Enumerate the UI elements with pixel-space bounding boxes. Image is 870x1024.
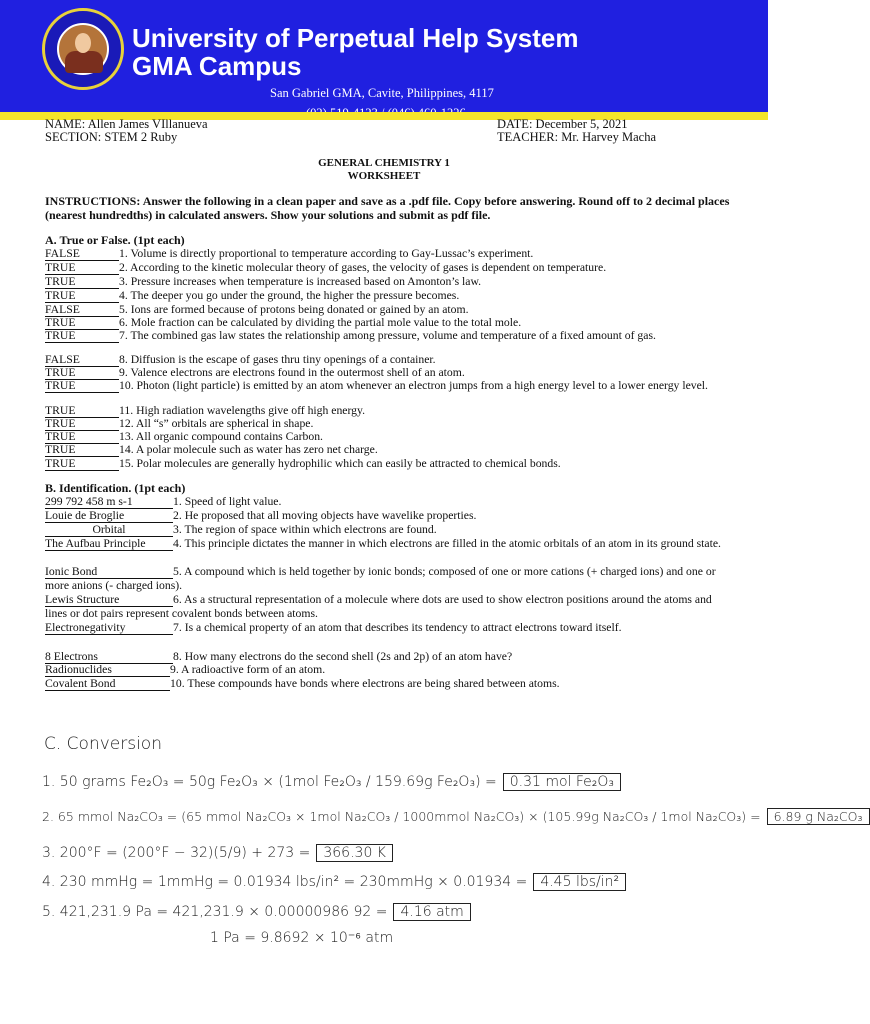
question-text: 3. The region of space within which electrons are found. — [173, 523, 437, 536]
conversion-answer-box: 4.45 lbs/in² — [533, 873, 626, 891]
section-a-item — [45, 261, 735, 275]
question-text: 3. Pressure increases when temperature is increased based on Amonton’s law. — [119, 275, 482, 288]
answer-blank: 299 792 458 m s-1 — [45, 496, 173, 509]
conversion-line — [42, 809, 870, 824]
question-text: 11. High radiation wavelengths give off high energy. — [119, 404, 366, 417]
answer-blank: Radionuclides — [45, 664, 170, 677]
answer-blank: 8 Electrons — [45, 651, 173, 664]
section-a-item — [45, 329, 735, 343]
teacher-name: TEACHER: Mr. Harvey Macha — [497, 130, 656, 144]
conversion-line — [42, 874, 626, 890]
answer-blank: FALSE — [45, 248, 119, 261]
answer-blank: TRUE — [45, 380, 119, 393]
section-a-item — [45, 430, 735, 444]
answer-blank: TRUE — [45, 330, 119, 343]
doc-title: GENERAL CHEMISTRY 1 — [318, 157, 450, 169]
conversion-answer-box: 6.89 g Na₂CO₃ — [767, 808, 870, 825]
question-text: 4. The deeper you go under the ground, the higher the pressure becomes. — [119, 289, 460, 302]
answer-blank: FALSE — [45, 354, 119, 367]
conversion-work: 5. 421,231.9 Pa = 421,231.9 × 0.00000986 92 = — [42, 904, 388, 920]
answer-blank: Lewis Structure — [45, 594, 173, 607]
answer-blank: TRUE — [45, 367, 119, 380]
answer-blank: TRUE — [45, 290, 119, 303]
section-b-item — [45, 523, 735, 537]
school-name: University of Perpetual Help System GMA Campus — [132, 23, 579, 81]
answer-blank: Ionic Bond — [45, 566, 173, 579]
answer-blank: TRUE — [45, 431, 119, 444]
answer-blank: The Aufbau Principle — [45, 538, 173, 551]
question-text: 8. Diffusion is the escape of gases thru tiny openings of a container. — [119, 353, 436, 366]
student-section: SECTION: STEM 2 Ruby — [45, 130, 178, 144]
answer-blank: TRUE — [45, 405, 119, 418]
section-b-item — [45, 565, 735, 593]
answer-blank: Louie de Broglie — [45, 510, 173, 523]
section-a-item — [45, 303, 735, 317]
question-text: 8. How many electrons do the second shell (2s and 2p) of an atom have? — [173, 650, 513, 663]
section-a-item — [45, 247, 735, 261]
question-text: 1. Speed of light value. — [173, 495, 282, 508]
school-seal-icon — [42, 8, 124, 90]
school-phone — [306, 104, 466, 112]
section-a-item — [45, 366, 735, 380]
student-name: NAME: Allen James VIllanueva — [45, 117, 208, 131]
section-b-item — [45, 621, 735, 635]
section-b-item — [45, 509, 735, 523]
question-text: 10. Photon (light particle) is emitted by an atom whenever an electron jumps from a high energy level to a lower energy level. — [119, 379, 708, 392]
section-b-item — [45, 495, 735, 509]
question-text: 14. A polar molecule such as water has zero net charge. — [119, 443, 378, 456]
conversion-line — [42, 774, 621, 790]
answer-blank: Orbital — [45, 524, 173, 537]
instructions: INSTRUCTIONS: Answer the following in a clean paper and save as a .pdf file. Copy before answering. Round off to 2 decimal places (nearest hundredths) in calculated answers. Show your solutions and submit as pdf file. — [45, 194, 730, 222]
section-a-item — [45, 316, 735, 330]
section-b-heading: B. Identification. (1pt each) — [45, 481, 186, 495]
section-c-heading: C. Conversion — [44, 734, 162, 754]
answer-blank: FALSE — [45, 304, 119, 317]
conversion-line — [42, 904, 471, 920]
question-text: 13. All organic compound contains Carbon. — [119, 430, 323, 443]
question-text: 7. Is a chemical property of an atom that describes its tendency to attract electrons toward itself. — [173, 621, 622, 634]
question-text: 10. These compounds have bonds where electrons are being shared between atoms. — [170, 677, 560, 690]
question-text: 2. According to the kinetic molecular theory of gases, the velocity of gases is dependent on temperature. — [119, 261, 607, 274]
conversion-answer-box: 366.30 K — [316, 844, 393, 862]
conversion-work: 2. 65 mmol Na₂CO₃ = (65 mmol Na₂CO₃ × 1mol Na₂CO₃ / 1000mmol Na₂CO₃) × (105.99g Na₂CO₃ / 1mol Na₂CO₃) = — [42, 809, 761, 824]
answer-blank: TRUE — [45, 262, 119, 275]
worksheet-date: DATE: December 5, 2021 — [497, 117, 628, 131]
section-b-item — [45, 593, 735, 621]
section-a-item — [45, 404, 735, 418]
answer-blank: Covalent Bond — [45, 678, 170, 691]
section-a-item — [45, 457, 735, 471]
answer-blank: TRUE — [45, 418, 119, 431]
conversion-work: 1. 50 grams Fe₂O₃ = 50g Fe₂O₃ × (1mol Fe₂O₃ / 159.69g Fe₂O₃) = — [42, 774, 497, 790]
answer-blank: TRUE — [45, 276, 119, 289]
answer-blank: TRUE — [45, 458, 119, 471]
conversion-work: 3. 200°F = (200°F − 32)(5/9) + 273 = — [42, 845, 311, 861]
section-a-item — [45, 353, 735, 367]
section-b-item — [45, 663, 735, 677]
section-b-item — [45, 537, 735, 551]
answer-blank: TRUE — [45, 444, 119, 457]
section-a-item — [45, 275, 735, 289]
question-text: 12. All “s” orbitals are spherical in shape. — [119, 417, 314, 430]
question-text: 9. A radioactive form of an atom. — [170, 663, 326, 676]
question-text: 1. Volume is directly proportional to temperature according to Gay-Lussac’s experiment. — [119, 247, 534, 260]
pa-conversion-note: 1 Pa = 9.8692 × 10⁻⁶ atm — [210, 930, 394, 946]
conversion-line — [42, 845, 393, 861]
question-text: 7. The combined gas law states the relationship among pressure, volume and temperature of a fixed amount of gas. — [119, 329, 656, 342]
doc-subtitle: WORKSHEET — [347, 170, 421, 182]
question-text: 2. He proposed that all moving objects have wavelike properties. — [173, 509, 477, 522]
answer-blank: Electronegativity — [45, 622, 173, 635]
conversion-answer-box: 4.16 atm — [393, 903, 470, 921]
question-text: 9. Valence electrons are electrons found in the outermost shell of an atom. — [119, 366, 465, 379]
section-a-item — [45, 379, 735, 393]
section-a-item — [45, 289, 735, 303]
section-b-item — [45, 677, 735, 691]
conversion-work: 4. 230 mmHg = 1mmHg = 0.01934 lbs/in² = 230mmHg × 0.01934 = — [42, 874, 528, 890]
school-header — [0, 0, 768, 112]
conversion-answer-box: 0.31 mol Fe₂O₃ — [503, 773, 621, 791]
section-b-item — [45, 650, 735, 664]
question-text: 4. This principle dictates the manner in which electrons are filled in the atomic orbitals of an atom in its ground state. — [173, 537, 721, 550]
question-text: 5. A compound which is held together by ionic bonds; composed of one or more cations (+ charged ions) and one or more anions (- charged ions). — [45, 565, 716, 592]
section-a-item — [45, 443, 735, 457]
question-text: 6. Mole fraction can be calculated by dividing the partial mole value to the total mole. — [119, 316, 522, 329]
answer-blank: TRUE — [45, 317, 119, 330]
school-address: San Gabriel GMA, Cavite, Philippines, 4117 — [270, 86, 494, 100]
question-text: 15. Polar molecules are generally hydrophilic which can easily be attracted to chemical bonds. — [119, 457, 561, 470]
section-a-heading: A. True or False. (1pt each) — [45, 233, 185, 247]
question-text: 5. Ions are formed because of protons being donated or gained by an atom. — [119, 303, 469, 316]
section-a-item — [45, 417, 735, 431]
question-text: 6. As a structural representation of a molecule where dots are used to show electron positions around the atoms and lines or dot pairs represent covalent bonds between atoms. — [45, 593, 712, 620]
